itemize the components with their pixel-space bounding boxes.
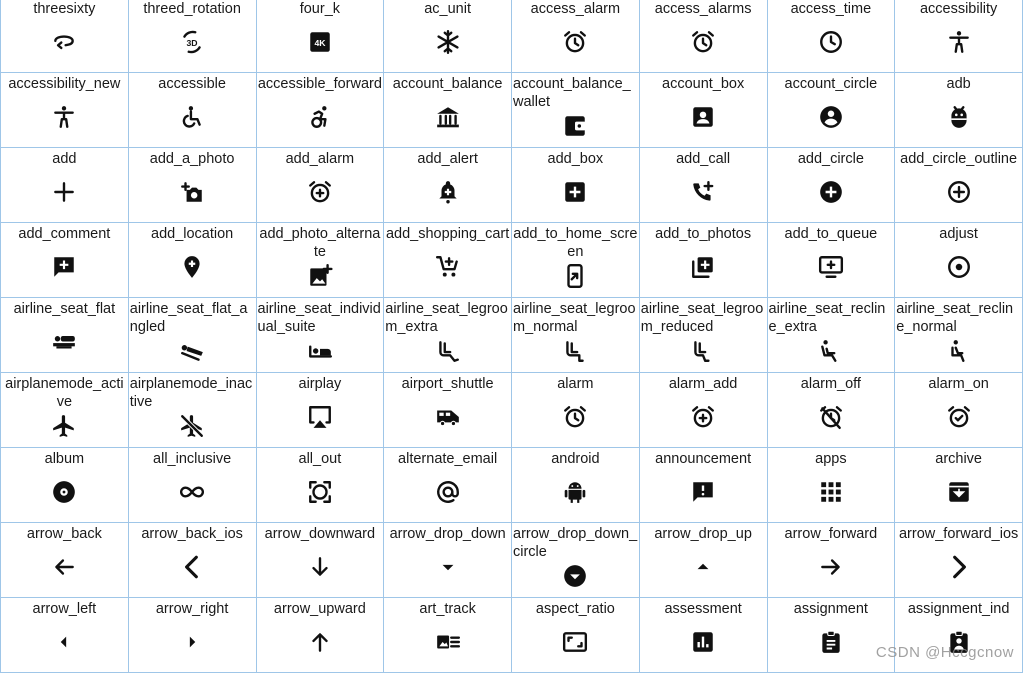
icon-label: add_call xyxy=(676,151,731,167)
icon-label: assignment xyxy=(793,601,868,617)
add-to-photos-icon xyxy=(690,243,716,297)
icon-label: add_photo_alternate xyxy=(259,226,381,260)
alarm-on-icon xyxy=(946,393,972,447)
icon-cell-assignment[interactable] xyxy=(768,598,896,673)
icon-cell-access-alarm[interactable] xyxy=(512,0,640,73)
icon-label: arrow_back xyxy=(26,526,102,542)
icon-label: accessibility xyxy=(919,1,998,17)
icon-cell-airplanemode-inactive[interactable] xyxy=(129,373,257,448)
accessible-forward-icon xyxy=(307,93,333,147)
icon-label: assessment xyxy=(664,601,742,617)
icon-label: arrow_drop_up xyxy=(654,526,752,542)
arrow-back-icon xyxy=(51,543,77,597)
icon-label: airline_seat_legroom_reduced xyxy=(640,301,764,335)
airline-seat-individual-suite-icon xyxy=(307,336,333,372)
archive-icon xyxy=(946,468,972,522)
icon-label: arrow_forward_ios xyxy=(898,526,1019,542)
icon-cell-all-out[interactable] xyxy=(257,448,385,523)
icon-cell-airline-seat-flat[interactable] xyxy=(1,298,129,373)
add-box-icon xyxy=(562,168,588,222)
icon-label: all_out xyxy=(298,451,342,467)
icon-cell-airline-seat-legroom-extra[interactable] xyxy=(384,298,512,373)
icon-label: arrow_back_ios xyxy=(141,526,243,542)
icon-cell-threesixty[interactable] xyxy=(1,0,129,73)
arrow-upward-icon xyxy=(307,618,333,672)
add-comment-icon xyxy=(51,243,77,297)
icon-label: threed_rotation xyxy=(143,1,241,17)
all-out-icon xyxy=(307,468,333,522)
airline-seat-flat-angled-icon xyxy=(179,336,205,372)
account-balance-icon xyxy=(435,93,461,147)
icon-cell-account-box[interactable] xyxy=(640,73,768,148)
icon-label: add_to_photos xyxy=(655,226,752,242)
icon-label: ac_unit xyxy=(424,1,471,17)
icon-label: account_balance xyxy=(392,76,503,92)
icon-label: add_circle xyxy=(797,151,864,167)
apps-icon xyxy=(818,468,844,522)
icon-label: account_balance_wallet xyxy=(513,76,631,110)
icon-label: arrow_drop_down_circle xyxy=(513,526,638,560)
icon-label: airline_seat_legroom_extra xyxy=(385,301,508,335)
icon-cell-add-circle[interactable] xyxy=(768,148,896,223)
icon-cell-alarm-off[interactable] xyxy=(768,373,896,448)
icon-cell-arrow-forward-ios[interactable] xyxy=(895,523,1023,598)
icon-cell-accessibility[interactable] xyxy=(895,0,1023,73)
icon-label: alternate_email xyxy=(398,451,498,467)
add-to-home-screen-icon xyxy=(562,261,588,297)
icon-label: add_comment xyxy=(18,226,111,242)
icon-cell-assignment-ind[interactable] xyxy=(895,598,1023,673)
icon-cell-assessment[interactable] xyxy=(640,598,768,673)
announcement-icon xyxy=(690,468,716,522)
threed-rotation-icon xyxy=(179,18,205,72)
icon-cell-archive[interactable] xyxy=(895,448,1023,523)
airline-seat-legroom-normal-icon xyxy=(562,336,588,372)
airline-seat-legroom-extra-icon xyxy=(435,336,461,372)
access-alarms-icon xyxy=(690,18,716,72)
icon-cell-ac-unit[interactable] xyxy=(384,0,512,73)
icon-cell-account-balance-wallet[interactable] xyxy=(512,73,640,148)
icon-label: arrow_upward xyxy=(273,601,366,617)
arrow-left-icon xyxy=(51,618,77,672)
icon-cell-arrow-drop-down[interactable] xyxy=(384,523,512,598)
icon-cell-add-to-photos[interactable] xyxy=(640,223,768,298)
icon-label: archive xyxy=(935,451,982,467)
icon-cell-arrow-forward[interactable] xyxy=(768,523,896,598)
icon-label: airline_seat_recline_extra xyxy=(768,301,886,335)
icon-cell-aspect-ratio[interactable] xyxy=(512,598,640,673)
svg-text:3D: 3D xyxy=(186,37,198,48)
icon-cell-arrow-back-ios[interactable] xyxy=(129,523,257,598)
icon-label: airline_seat_flat xyxy=(13,301,116,317)
icon-cell-add-alarm[interactable] xyxy=(257,148,385,223)
icon-cell-airport-shuttle[interactable] xyxy=(384,373,512,448)
icon-label: airline_seat_individual_suite xyxy=(257,301,381,335)
icon-cell-add-to-queue[interactable] xyxy=(768,223,896,298)
icon-cell-add-location[interactable] xyxy=(129,223,257,298)
airplanemode-active-icon xyxy=(51,411,77,447)
icon-cell-arrow-upward[interactable] xyxy=(257,598,385,673)
four-k-icon xyxy=(307,18,333,72)
assignment-icon xyxy=(818,618,844,672)
accessibility-new-icon xyxy=(51,93,77,147)
icon-label: add_alert xyxy=(417,151,478,167)
add-a-photo-icon xyxy=(179,168,205,222)
icon-cell-account-balance[interactable] xyxy=(384,73,512,148)
icon-label: add_circle_outline xyxy=(900,151,1018,167)
icon-cell-add-call[interactable] xyxy=(640,148,768,223)
arrow-back-ios-icon xyxy=(179,543,205,597)
icon-cell-apps[interactable] xyxy=(768,448,896,523)
arrow-drop-up-icon xyxy=(690,543,716,597)
icon-cell-threed-rotation[interactable] xyxy=(129,0,257,73)
add-shopping-cart-icon xyxy=(435,243,461,297)
icon-label: account_box xyxy=(662,76,745,92)
access-time-icon xyxy=(818,18,844,72)
airline-seat-recline-normal-icon xyxy=(946,336,972,372)
airport-shuttle-icon xyxy=(435,393,461,447)
album-icon xyxy=(51,468,77,522)
icon-cell-album[interactable] xyxy=(1,448,129,523)
icon-label: album xyxy=(44,451,85,467)
icon-cell-add[interactable] xyxy=(1,148,129,223)
icon-cell-alarm[interactable] xyxy=(512,373,640,448)
icon-label: android xyxy=(551,451,600,467)
icon-cell-arrow-left[interactable] xyxy=(1,598,129,673)
adjust-icon xyxy=(946,243,972,297)
ac-unit-icon xyxy=(435,18,461,72)
icon-cell-announcement[interactable] xyxy=(640,448,768,523)
arrow-forward-ios-icon xyxy=(946,543,972,597)
add-alert-icon xyxy=(435,168,461,222)
icon-label: alarm xyxy=(557,376,594,392)
airline-seat-flat-icon xyxy=(51,318,77,372)
icon-cell-account-circle[interactable] xyxy=(768,73,896,148)
icon-cell-android[interactable] xyxy=(512,448,640,523)
icon-label: airplanemode_active xyxy=(5,376,124,410)
icon-cell-add-circle-outline[interactable] xyxy=(895,148,1023,223)
icon-label: aspect_ratio xyxy=(535,601,615,617)
icon-label: arrow_forward xyxy=(784,526,878,542)
icon-label: accessible xyxy=(158,76,226,92)
icon-label: add_box xyxy=(547,151,604,167)
accessibility-icon xyxy=(946,18,972,72)
icon-cell-airline-seat-legroom-reduced[interactable] xyxy=(640,298,768,373)
icon-cell-add-photo-alternate[interactable] xyxy=(257,223,385,298)
airline-seat-recline-extra-icon xyxy=(818,336,844,372)
icon-cell-airplay[interactable] xyxy=(257,373,385,448)
add-photo-alternate-icon xyxy=(307,261,333,297)
icon-label: apps xyxy=(815,451,847,467)
airplay-icon xyxy=(307,393,333,447)
icon-label: access_alarms xyxy=(654,1,752,17)
android-icon xyxy=(562,468,588,522)
all-inclusive-icon xyxy=(179,468,205,522)
icon-cell-airline-seat-recline-extra[interactable] xyxy=(768,298,896,373)
icon-label: adjust xyxy=(939,226,978,242)
icon-label: airline_seat_legroom_normal xyxy=(513,301,636,335)
adb-icon xyxy=(946,93,972,147)
icon-label: airline_seat_recline_normal xyxy=(896,301,1014,335)
icon-label: add_to_queue xyxy=(784,226,878,242)
icon-cell-four-k[interactable] xyxy=(257,0,385,73)
add-icon xyxy=(51,168,77,222)
icon-cell-arrow-drop-up[interactable] xyxy=(640,523,768,598)
icon-cell-accessible[interactable] xyxy=(129,73,257,148)
icon-cell-arrow-back[interactable] xyxy=(1,523,129,598)
icon-cell-access-time[interactable] xyxy=(768,0,896,73)
icon-label: accessibility_new xyxy=(8,76,121,92)
alarm-add-icon xyxy=(690,393,716,447)
icon-cell-art-track[interactable] xyxy=(384,598,512,673)
icon-label: threesixty xyxy=(33,1,96,17)
icon-cell-add-a-photo[interactable] xyxy=(129,148,257,223)
icon-cell-all-inclusive[interactable] xyxy=(129,448,257,523)
account-balance-wallet-icon xyxy=(562,111,588,147)
icon-cell-adb[interactable] xyxy=(895,73,1023,148)
icon-cell-accessibility-new[interactable] xyxy=(1,73,129,148)
accessible-icon xyxy=(179,93,205,147)
icon-label: all_inclusive xyxy=(153,451,232,467)
icon-cell-arrow-drop-down-circle[interactable] xyxy=(512,523,640,598)
icon-label: add xyxy=(52,151,77,167)
arrow-drop-down-icon xyxy=(435,543,461,597)
icon-label: arrow_downward xyxy=(264,526,376,542)
icon-cell-add-comment[interactable] xyxy=(1,223,129,298)
add-to-queue-icon xyxy=(818,243,844,297)
add-call-icon xyxy=(690,168,716,222)
icon-label: add_to_home_screen xyxy=(513,226,638,260)
icon-label: alarm_on xyxy=(928,376,989,392)
access-alarm-icon xyxy=(562,18,588,72)
icon-label: access_time xyxy=(790,1,872,17)
icon-cell-access-alarms[interactable] xyxy=(640,0,768,73)
icon-cell-add-to-home-screen[interactable] xyxy=(512,223,640,298)
icon-cell-airplanemode-active[interactable] xyxy=(1,373,129,448)
icon-cell-airline-seat-individual-suite[interactable] xyxy=(257,298,385,373)
icon-label: airline_seat_flat_angled xyxy=(129,301,248,335)
icon-cell-accessible-forward[interactable] xyxy=(257,73,385,148)
account-circle-icon xyxy=(818,93,844,147)
icon-label: alarm_off xyxy=(800,376,861,392)
icon-label: airport_shuttle xyxy=(401,376,494,392)
icon-cell-add-alert[interactable] xyxy=(384,148,512,223)
icon-label: airplay xyxy=(298,376,342,392)
icon-label: announcement xyxy=(655,451,752,467)
icon-label: airplanemode_inactive xyxy=(129,376,253,410)
icon-label: access_alarm xyxy=(530,1,621,17)
arrow-downward-icon xyxy=(307,543,333,597)
icon-label: arrow_drop_down xyxy=(389,526,506,542)
icon-cell-airline-seat-legroom-normal[interactable] xyxy=(512,298,640,373)
icon-label: add_shopping_cart xyxy=(385,226,510,242)
arrow-right-icon xyxy=(179,618,205,672)
icon-label: add_a_photo xyxy=(149,151,235,167)
icon-label: assignment_ind xyxy=(907,601,1010,617)
icon-label: accessible_forward xyxy=(257,76,382,92)
icon-cell-arrow-downward[interactable] xyxy=(257,523,385,598)
icon-label: add_location xyxy=(151,226,234,242)
icon-cell-add-box[interactable] xyxy=(512,148,640,223)
icon-label: adb xyxy=(946,76,971,92)
aspect-ratio-icon xyxy=(562,618,588,672)
account-box-icon xyxy=(690,93,716,147)
icon-label: add_alarm xyxy=(285,151,355,167)
icon-label: account_circle xyxy=(784,76,878,92)
svg-text:4K: 4K xyxy=(314,37,326,48)
airline-seat-legroom-reduced-icon xyxy=(690,336,716,372)
icon-cell-arrow-right[interactable] xyxy=(129,598,257,673)
assessment-icon xyxy=(690,618,716,672)
art-track-icon xyxy=(435,618,461,672)
add-circle-outline-icon xyxy=(946,168,972,222)
icon-cell-alarm-add[interactable] xyxy=(640,373,768,448)
add-alarm-icon xyxy=(307,168,333,222)
arrow-forward-icon xyxy=(818,543,844,597)
icon-cell-airline-seat-recline-normal[interactable] xyxy=(895,298,1023,373)
airplanemode-inactive-icon xyxy=(179,411,205,447)
icon-cell-alternate-email[interactable] xyxy=(384,448,512,523)
alternate-email-icon xyxy=(435,468,461,522)
icon-label: alarm_add xyxy=(668,376,738,392)
icon-cell-adjust[interactable] xyxy=(895,223,1023,298)
alarm-icon xyxy=(562,393,588,447)
icon-label: art_track xyxy=(419,601,476,617)
threesixty-icon xyxy=(51,18,77,72)
alarm-off-icon xyxy=(818,393,844,447)
icon-label: arrow_right xyxy=(155,601,229,617)
icon-cell-add-shopping-cart[interactable] xyxy=(384,223,512,298)
add-location-icon xyxy=(179,243,205,297)
icon-cell-airline-seat-flat-angled[interactable] xyxy=(129,298,257,373)
add-circle-icon xyxy=(818,168,844,222)
icon-cell-alarm-on[interactable] xyxy=(895,373,1023,448)
watermark: CSDN @Hccgcnow xyxy=(875,644,1014,661)
icon-label: arrow_left xyxy=(32,601,97,617)
icon-label: four_k xyxy=(299,1,341,17)
arrow-drop-down-circle-icon xyxy=(562,561,588,597)
